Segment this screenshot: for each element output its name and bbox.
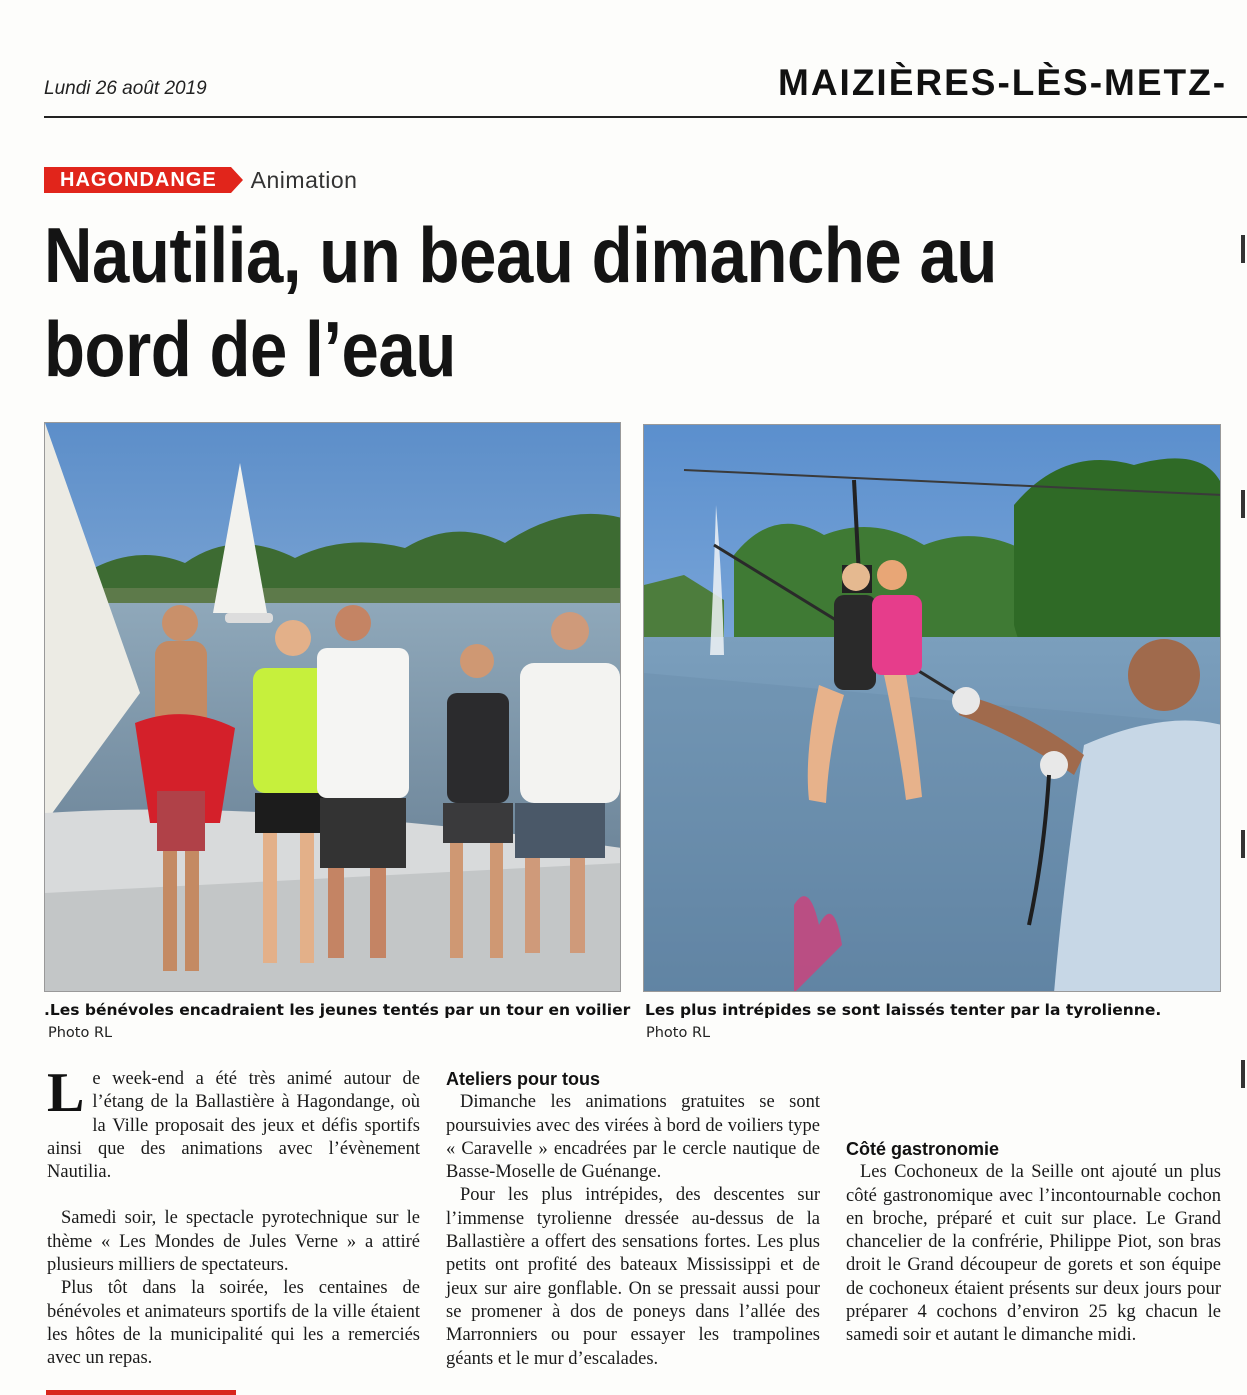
paragraph: Les Cochoneux de la Seille ont ajouté un plus côté gastronomique avec l’incontournable cochon en broche, préparé et cuit sur place. Le Grand chancelier de la confrérie, Philippe Piot, son bras droit le Grand découpeur de gorets et son équipe de cochoneux étaient présents sur deux jours pour préparer 4 cochons d’environ 25 kg chacun le samedi soir et autant le dimanche midi. bbox=[846, 1162, 1221, 1346]
photo-credit: Photo RL bbox=[48, 1025, 113, 1041]
header-date: Lundi 26 août 2019 bbox=[44, 78, 207, 99]
article-column bbox=[846, 1068, 1221, 1348]
photo-credit: Photo RL bbox=[646, 1025, 711, 1041]
paragraph: Dimanche les animations gratuites se sont poursuivies avec des virées à bord de voiliers type « Caravelle » encadrées par le cercle nautique de Basse-Moselle de Guénange. bbox=[446, 1092, 820, 1183]
dropcap: L bbox=[47, 1062, 85, 1124]
photo-sailing bbox=[44, 422, 621, 992]
kicker-label: Animation bbox=[250, 166, 358, 193]
paragraph: Samedi soir, le spectacle pyrotechnique sur le thème « Les Mondes de Jules Verne » a attiré plusieurs milliers de spectateurs. bbox=[47, 1208, 420, 1276]
headline: Nautilia, un beau dimanche au bord de l’eau bbox=[44, 211, 997, 393]
article-column bbox=[47, 1062, 420, 1371]
subheading: Ateliers pour tous bbox=[446, 1069, 601, 1089]
paragraph: Plus tôt dans la soirée, les centaines de bénévoles et animateurs sportifs de la ville étaient les hôtes de la municipalité qui les a remerciés avec un repas. bbox=[47, 1278, 420, 1369]
subheading: Côté gastronomie bbox=[846, 1139, 1000, 1159]
photo-zipline bbox=[643, 424, 1221, 992]
paragraph: Pour les plus intrépides, des descentes sur l’immense tyrolienne dressée au-dessus de la Ballastière a offert des sensations fortes. Les plus petits ont profité des bateaux Mississippi et de jeux sur aire gonflable. On se pressait aussi pour se promener à dos de poneys dans l’allée des Marronniers ou pour essayer les trampolines géants et le mur d’escalades. bbox=[446, 1185, 820, 1369]
photo-caption: .Les bénévoles encadraient les jeunes tentés par un tour en voilier bbox=[44, 1001, 631, 1019]
header-town: MAIZIÈRES-LÈS-METZ- bbox=[778, 62, 1228, 103]
photo-caption: Les plus intrépides se sont laissés tenter par la tyrolienne. bbox=[645, 1001, 1162, 1019]
page-edge-mark bbox=[1241, 1060, 1245, 1088]
page-edge-mark bbox=[1241, 235, 1245, 263]
footer-accent bbox=[46, 1390, 236, 1395]
intro-paragraph bbox=[47, 1062, 420, 1184]
kicker bbox=[44, 166, 357, 194]
kicker-tag: HAGONDANGE bbox=[44, 167, 231, 193]
intro-text: e week-end a été très animé autour de l’étang de la Ballastière à Hagondange, où la Ville proposait des jeux et défis sportifs ainsi que des animations avec l’évènement Nautilia. bbox=[47, 1069, 420, 1183]
page-edge-mark bbox=[1241, 490, 1245, 518]
page-edge-mark bbox=[1241, 830, 1245, 858]
article-column bbox=[446, 1068, 820, 1371]
header-rule bbox=[44, 116, 1247, 118]
